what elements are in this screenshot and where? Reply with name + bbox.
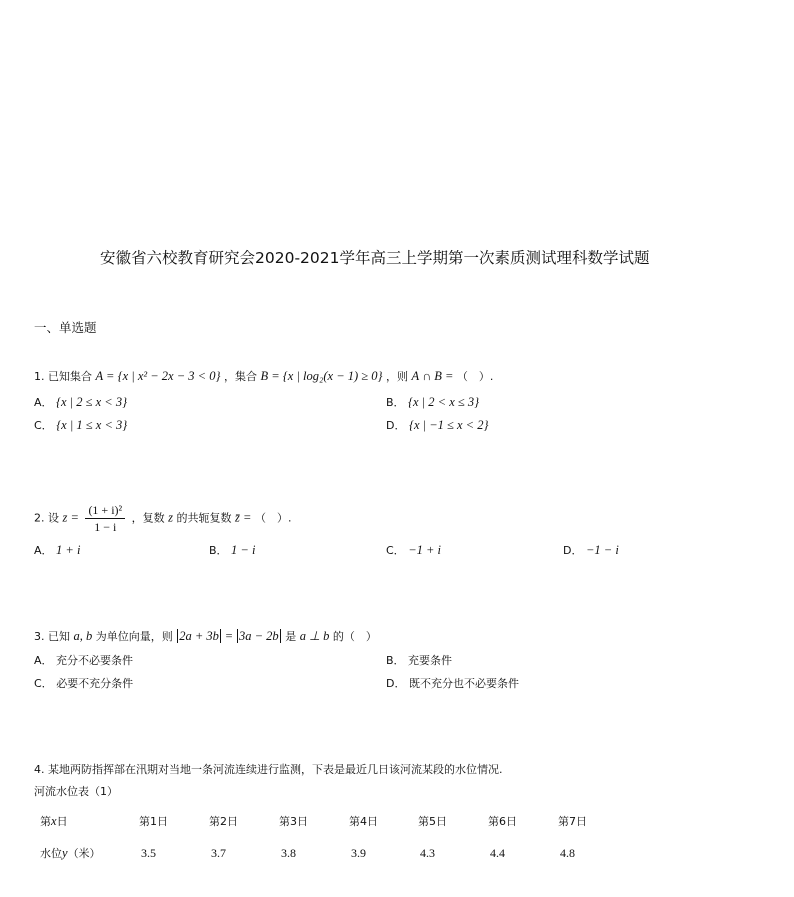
option-value: 既不充分也不必要条件 [408,677,519,690]
option-value: −1 − i [585,543,619,557]
q1-option-a[interactable] [34,394,127,411]
q2-z: z [168,510,174,525]
q2-option-a[interactable] [34,542,80,559]
table-header-cell: 第3日 [279,815,308,828]
q1-lead: 1. 已知集合 [34,370,92,383]
section-heading: 一、单选题 [34,320,97,335]
q1-option-d[interactable] [386,417,489,434]
table-header-cell: 第5日 [418,815,447,828]
question-4: 4. 某地两防指挥部在汛期对当地一条河流连续进行监测，下表是最近几日该河流某段的水位情况. [34,763,503,776]
table-caption: 河流水位表（1） [34,785,118,798]
q2-mid: ，复数 [131,511,165,525]
q1-set-a: A = {x | x² − 2x − 3 < 0} [95,369,221,383]
row-label-var: y [62,846,68,860]
q3-rhs: 3a − 2b [239,629,279,643]
row-label-pre: 水位 [40,847,62,860]
table-cell: 3.5 [141,846,156,860]
abs-bar [280,629,281,643]
table-header-cell: 第2日 [209,815,238,828]
q3-vectors: a, b [73,629,93,643]
q2-option-d[interactable] [563,542,619,559]
option-value: 充分不必要条件 [56,654,134,667]
abs-bar [237,629,238,643]
q1-set-b: B = {x | log₂(x − 1) ≥ 0} [260,369,383,383]
q1-option-b[interactable] [386,394,479,411]
q1-mid: ，集合 [223,370,257,383]
q3-option-a[interactable] [34,653,133,669]
table-cell: 3.9 [351,846,366,860]
question-3: 3. 已知 a, b 为单位向量，则 2a + 3b = 3a − 2b 是 a ⊥ b 的（ ） [34,629,377,643]
table-row-label [40,845,101,861]
q2-fraction [85,502,125,535]
q3-tail: 的（ ） [332,630,377,643]
q3-lead: 3. 已知 [34,630,70,643]
option-label: A． [34,544,53,557]
question-2 [34,502,291,535]
option-value: {x | 2 ≤ x < 3} [56,395,128,409]
q2-option-c[interactable] [386,542,441,559]
option-value: −1 + i [408,543,442,557]
option-value: {x | −1 ≤ x < 2} [408,418,489,432]
q2-zbar: z̄ = [235,510,252,525]
q3-option-c[interactable] [34,676,133,692]
q2-lead: 2. 设 [34,511,59,525]
option-value: 1 + i [56,543,81,557]
q1-option-c[interactable] [34,417,127,434]
q2-numerator: (1 + i)² [85,502,125,519]
option-label: C． [34,677,53,690]
table-header-cell: 第4日 [349,815,378,828]
option-value: {x | 2 < x ≤ 3} [408,395,480,409]
option-value: 必要不充分条件 [56,677,134,690]
table-header-cell: 第7日 [558,815,587,828]
option-label: D． [563,544,583,557]
header-label-var: x [51,814,57,828]
header-label-pre: 第 [40,815,51,828]
q3-perp: a ⊥ b [299,629,330,643]
option-value: 充要条件 [408,654,453,667]
table-header-cell: 第6日 [488,815,517,828]
q3-mid: 为单位向量，则 [95,630,173,643]
table-cell: 4.3 [420,846,435,860]
question-1 [34,368,493,385]
option-label: B． [386,654,405,667]
option-label: D． [386,677,406,690]
q1-tail: （ ）. [456,370,494,383]
table-cell: 4.4 [490,846,505,860]
q1-expr: A ∩ B = [411,369,454,383]
option-value: {x | 1 ≤ x < 3} [56,418,128,432]
q3-mid2: 是 [285,630,297,643]
q2-denominator: 1 − i [94,520,117,534]
abs-bar [220,629,221,643]
table-cell: 3.7 [211,846,226,860]
q2-option-b[interactable] [209,542,255,559]
option-label: D． [386,419,406,432]
option-label: B． [386,396,405,409]
q3-option-d[interactable] [386,676,519,692]
option-label: C． [386,544,405,557]
table-cell: 3.8 [281,846,296,860]
table-cell: 4.8 [560,846,575,860]
page-title: 安徽省六校教育研究会2020-2021学年高三上学期第一次素质测试理科数学试题 [100,249,650,267]
option-value: 1 − i [231,543,256,557]
table-header-cell: 第1日 [139,815,168,828]
q2-zeq: z = [62,510,79,525]
q3-option-b[interactable] [386,653,452,669]
option-label: B． [209,544,228,557]
table-header-label [40,813,68,829]
q1-mid2: ，则 [386,370,409,383]
row-label-post: （米） [67,847,101,860]
option-label: C． [34,419,53,432]
option-label: A． [34,654,53,667]
q2-tail: （ ）. [254,511,292,525]
option-label: A． [34,396,53,409]
q3-lhs: 2a + 3b [179,629,219,643]
header-label-post: 日 [56,815,68,828]
q2-mid2: 的共轭复数 [176,511,232,525]
